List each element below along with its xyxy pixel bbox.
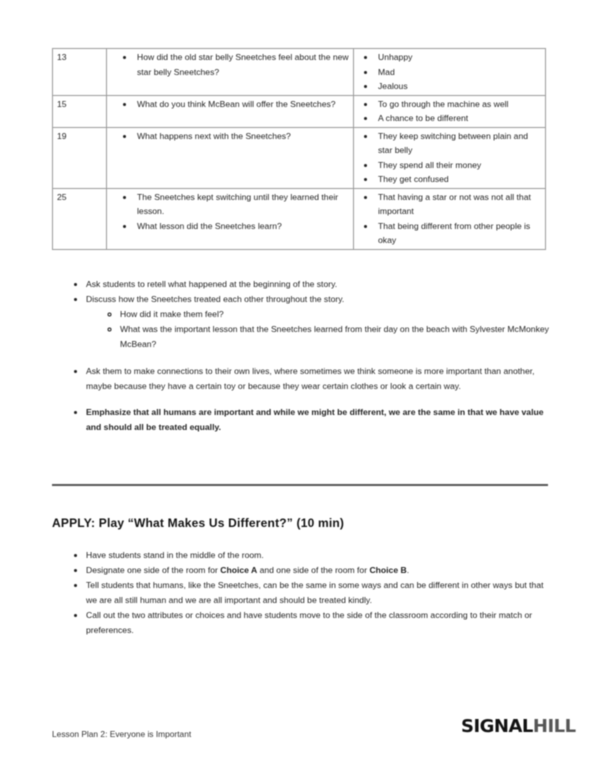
discussion-notes: [60, 277, 550, 435]
sub-bullet-feel: ◦ How did it make them feel?: [120, 307, 550, 322]
answer-item: • To go through the machine as well: [376, 97, 541, 112]
designate-mid: and one side of the room for: [257, 565, 370, 575]
bullet-stand: • Have students stand in the middle of the room.: [86, 548, 550, 563]
answer-item: • That having a star or not was not all that important: [376, 190, 541, 219]
page-number-cell: 15: [53, 95, 107, 127]
questions-cell: [107, 127, 354, 188]
choice-a: Choice A: [220, 565, 258, 575]
discussion-questions-table: [52, 48, 546, 250]
bullet-call-out: • Call out the two attributes or choices and have students move to the side of the classroom according to their match or preferences.: [86, 608, 550, 638]
table-row: [53, 95, 546, 127]
signal-hill-logo: [461, 716, 576, 737]
answer-item: • Unhappy: [376, 50, 541, 65]
logo-hill: HILL: [532, 716, 576, 737]
apply-heading: APPLY: Play “What Makes Us Different?” (10 min): [52, 516, 345, 530]
bullet-discuss: [86, 292, 550, 352]
answers-cell: [354, 49, 546, 96]
answers-cell: [354, 95, 546, 127]
table-row: [53, 49, 546, 96]
answer-item: • Jealous: [376, 79, 541, 94]
bullet-connections: • Ask them to make connections to their own lives, where sometimes we think someone is more important than another, maybe because they have a certain toy or because they wear certain clothes or look a certain way.: [86, 364, 550, 394]
question-item: • What lesson did the Sneetches learn?: [135, 219, 349, 234]
sub-bullet-lesson: ◦ What was the important lesson that the Sneetches learned from their day on the beach with Sylvester McMonkey McBean?: [120, 322, 550, 352]
question-item: • How did the old star belly Sneetches feel about the new star belly Sneetches?: [135, 50, 349, 79]
answer-item: • They keep switching between plain and star belly: [376, 129, 541, 158]
answers-cell: [354, 127, 546, 188]
answer-item: • They spend all their money: [376, 158, 541, 173]
logo-signal: SIGNAL: [461, 716, 533, 737]
question-item: • What happens next with the Sneetches?: [135, 129, 349, 144]
bullet-retell: • Ask students to retell what happened at the beginning of the story.: [86, 277, 550, 292]
bullet-tell: • Tell students that humans, like the Sneetches, can be the same in some ways and can be different in other ways but that we are all still human and we are all important and should be treated kindly.: [86, 578, 550, 608]
table-row: [53, 127, 546, 188]
question-item: • What do you think McBean will offer the Sneetches?: [135, 97, 349, 112]
question-item: • The Sneetches kept switching until they learned their lesson.: [135, 190, 349, 219]
choice-b: Choice B: [369, 565, 407, 575]
questions-cell: [107, 188, 354, 249]
questions-cell: [107, 95, 354, 127]
page-number-cell: 13: [53, 49, 107, 96]
questions-cell: [107, 49, 354, 96]
answer-item: • Mad: [376, 65, 541, 80]
answer-item: • That being different from other people is okay: [376, 219, 541, 248]
bullet-emphasize: • Emphasize that all humans are important and while we might be different, we are the same in that we have value and should all be treated equally.: [86, 405, 550, 435]
section-divider: [52, 484, 548, 486]
bullet-designate: [86, 563, 550, 578]
apply-instructions: [60, 548, 550, 638]
designate-pre: Designate one side of the room for: [86, 565, 221, 575]
table-row: [53, 188, 546, 249]
designate-post: .: [406, 565, 410, 575]
answer-item: • A chance to be different: [376, 111, 541, 126]
bullet-discuss-text: Discuss how the Sneetches treated each other throughout the story.: [86, 294, 345, 304]
answers-cell: [354, 188, 546, 249]
answer-item: • They get confused: [376, 172, 541, 187]
page-number-cell: 19: [53, 127, 107, 188]
footer-lesson-title: Lesson Plan 2: Everyone is Important: [52, 729, 192, 739]
page-number-cell: 25: [53, 188, 107, 249]
